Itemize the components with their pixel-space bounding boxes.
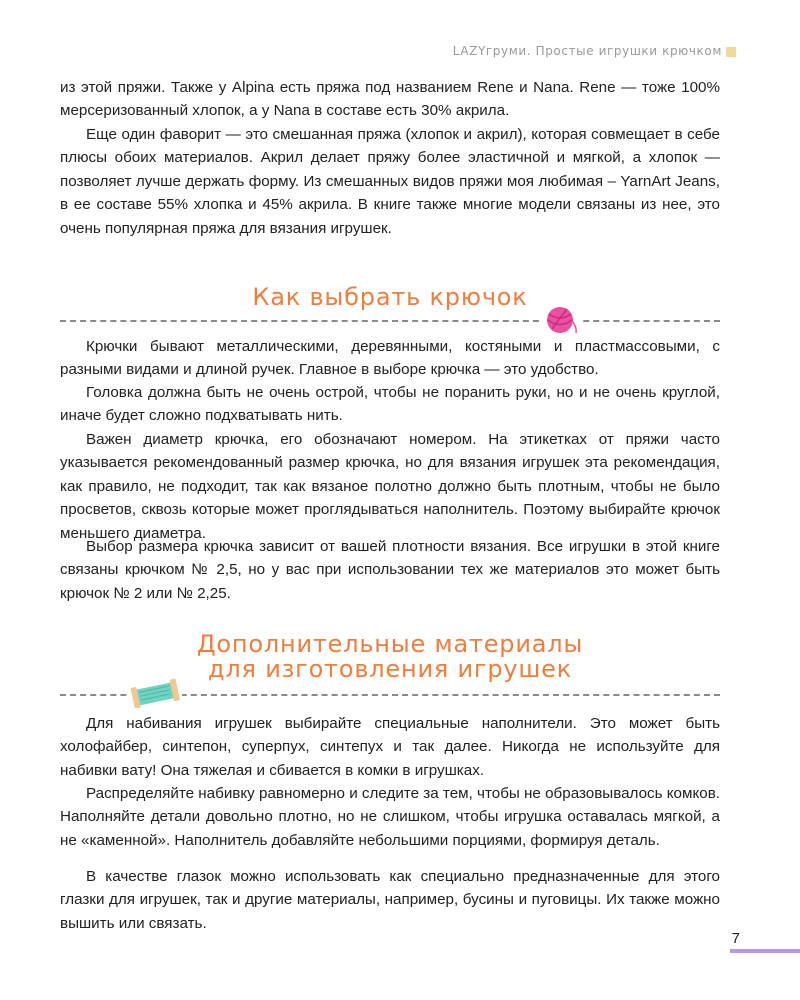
section-title-materials-line1: Дополнительные материалы <box>196 630 584 658</box>
intro-paragraph-1: из этой пряжи. Также у Alpina есть пряжа под названием Rene и Nana. Rene — тоже 100% мерсеризованный хлопок, а у Nana в составе есть 30% акрила. <box>60 79 720 120</box>
intro-paragraph-2: Еще один фаворит — это смешанная пряжа (хлопок и акрил), которая совмещает в себе плюсы обоих материалов. Акрил делает пряжу более эластичной и мягкой, а хлопок — позволяет лучше держать форму. Из смешанных видов пряжи моя любимая – YarnArt Jeans, в ее составе 55% хлопка и 45% акрила. В книге также многие модели связаны из нее, это очень популярная пряжа для вязания игрушек. <box>60 126 720 237</box>
header-square-icon <box>726 47 736 57</box>
materials-paragraph-2: Распределяйте набивку равномерно и следите за тем, чтобы не образовывалось комков. Наполняйте детали довольно плотно, но не слишком, чтобы игрушка оставалась мягкой, а не «каменной». Наполнитель добавляйте небольшими порциями, формируя деталь. <box>60 785 720 849</box>
thread-spool-icon <box>128 678 182 708</box>
hook-paragraph-1: Крючки бывают металлическими, деревянными, костяными и пластмассовыми, с разными видами и длиной ручек. Главное в выборе крючка — это удобство. <box>60 338 720 379</box>
hook-paragraph-4: Выбор размера крючка зависит от вашей плотности вязания. Все игрушки в этой книге связаны крючком № 2,5, но у вас при использовании тех же материалов это может быть крючок № 2 или № 2,25. <box>60 538 720 602</box>
running-header: LAZYгруми. Простые игрушки крючком <box>452 44 722 58</box>
materials-paragraph-3: В качестве глазок можно использовать как специально предназначенные для этого глазки для игрушек, так и другие материалы, например, бусины и пуговицы. Их также можно вышить или связать. <box>60 868 720 932</box>
section-title-hook: Как выбрать крючок <box>252 283 528 311</box>
section-divider-1 <box>60 320 720 322</box>
hook-paragraph-2: Головка должна быть не очень острой, чтобы не поранить руки, но и не очень круглой, иначе будет сложно подхватывать нить. <box>60 384 720 425</box>
yarn-ball-icon <box>540 304 580 336</box>
section-title-materials-line2: для изготовления игрушек <box>208 655 572 683</box>
materials-paragraph-1: Для набивания игрушек выбирайте специальные наполнители. Это может быть холофайбер, синтепон, суперпух, синтепух и так далее. Никогда не используйте для набивки вату! Она тяжелая и сбивается в комки в игрушках. <box>60 715 720 779</box>
hook-paragraph-3: Важен диаметр крючка, его обозначают номером. На этикетках от пряжи часто указывается рекомендованный размер крючка, но для вязания игрушек эта рекомендация, как правило, не подходит, так как вязаное полотно должно быть плотным, чтобы не было просветов, сквозь которые может проглядываться наполнитель. Поэтому выбирайте крючок меньшего диаметра. <box>60 431 720 542</box>
page-number: 7 <box>731 930 740 947</box>
page-number-bar <box>730 949 800 953</box>
